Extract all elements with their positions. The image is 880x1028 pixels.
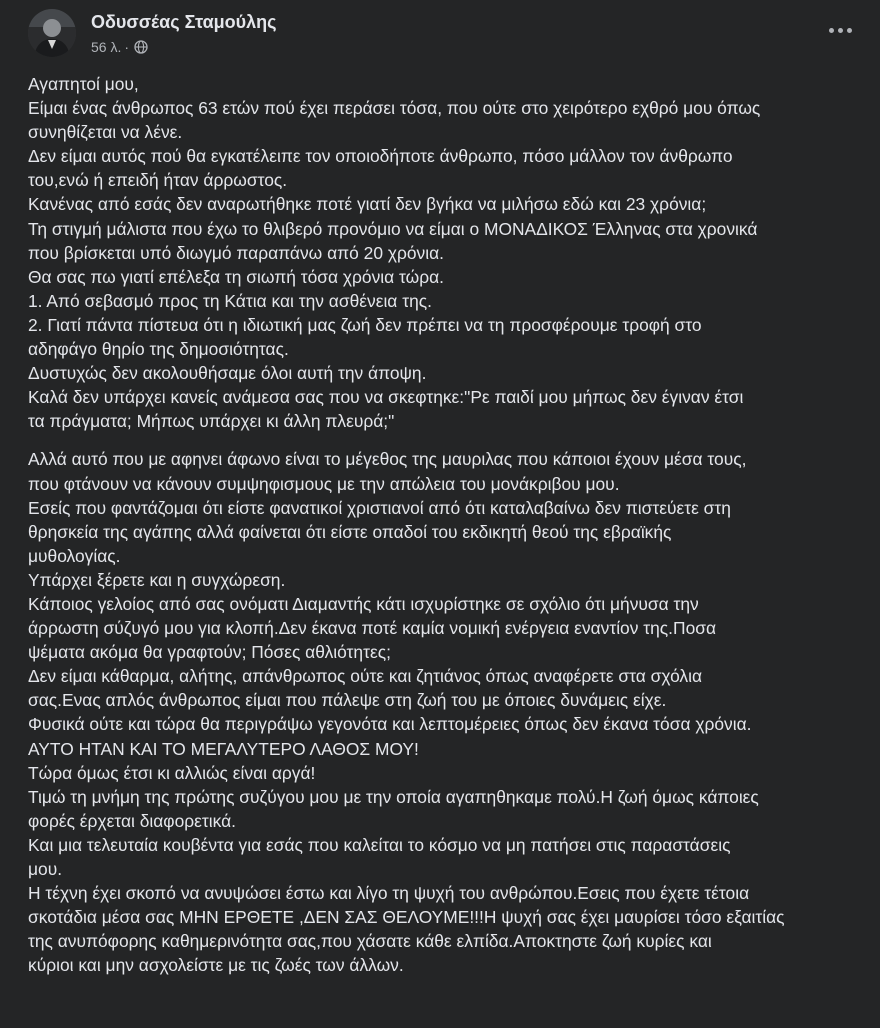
post-text-line: που βρίσκεται υπό διωγμό παραπάνω από 20 χρόνια.	[28, 242, 444, 263]
post-text-line: που φτάνουν να κάνουν συμψηφισμους με την απώλεια του μονάκριβου μου.	[28, 473, 620, 494]
meta-separator: ·	[124, 39, 130, 55]
post-text-part-2	[28, 447, 868, 977]
more-dot	[838, 28, 843, 33]
author-avatar[interactable]	[28, 9, 76, 57]
post-text-line: 2. Γιατί πάντα πίστευα ότι η ιδιωτική μας ζωή δεν πρέπει να τη προσφέρουμε τροφή στο	[28, 314, 702, 335]
post-text-line: Η τέχνη έχει σκοπό να ανυψώσει έστω και λίγο τη ψυχή του ανθρώπου.Εσεις που έχετε τέτοια	[28, 883, 750, 904]
post-header	[28, 6, 868, 66]
post-text-line: άρρωστη σύζυγό μου για κλοπή.Δεν έκανα ποτέ καμία νομική ενέργεια εναντίον της.Ποσα	[28, 618, 717, 639]
post-text-line: Εσείς που φαντάζομαι ότι είστε φανατικοί χριστιανοί από ότι καταλαβαίνω δεν πιστεύετε στη	[28, 497, 731, 518]
post-text-line: αδηφάγο θηρίο της δημοσιότητας.	[28, 339, 289, 360]
post-text-line: Καλά δεν υπάρχει κανείς ανάμεσα σας που να σκεφτηκε:"Ρε παιδί μου μήπως δεν έγιναν έτσι	[28, 387, 744, 408]
post-text-line: σκοτάδια μέσα σας ΜΗΝ ΕΡΘΕΤΕ ,ΔΕΝ ΣΑΣ ΘΕΛΟΥΜΕ!!!Η ψυχή σας έχει μαυρίσει τόσο εξαιτίας	[28, 907, 785, 928]
post-text-line: συνηθίζεται να λένε.	[28, 122, 183, 143]
post-text-line: Κανένας από εσάς δεν αναρωτήθηκε ποτέ γιατί δεν βγήκα να μιλήσω εδώ και 23 χρόνια;	[28, 194, 707, 215]
post-text-line: Φυσικά ούτε και τώρα θα περιγράψω γεγονότα και λεπτομέρειες όπως δεν έκανα τόσα χρόνια.	[28, 714, 752, 735]
post-text-line: Είμαι ένας άνθρωπος 63 ετών πού έχει περάσει τόσα, που ούτε στο χειρότερο εχθρό μου όπως	[28, 98, 761, 119]
post-text-line: 1. Από σεβασμό προς τη Κάτια και την ασθένεια της.	[28, 290, 432, 311]
post-meta	[91, 39, 148, 55]
post-text-part-1	[28, 72, 868, 433]
post-text-line: Δυστυχώς δεν ακολουθήσαμε όλοι αυτή την άποψη.	[28, 363, 427, 384]
post-text-line: του,ενώ ή επειδή ήταν άρρωστος.	[28, 170, 288, 191]
paragraph-gap	[28, 433, 868, 447]
post-text-line: μου.	[28, 859, 63, 879]
more-options-icon[interactable]	[822, 18, 858, 42]
post-text	[28, 72, 868, 977]
post-text-line: Αγαπητοί μου,	[28, 74, 139, 94]
post-text-line: σας.Ενας απλός άνθρωπος είμαι που πάλεψε στη ζωή του με όποιες δυνάμεις είχε.	[28, 690, 667, 711]
globe-icon	[134, 40, 148, 54]
post-text-line: Δεν είμαι αυτός πού θα εγκατέλειπε τον οποιοδήποτε άνθρωπο, πόσο μάλλον τον άνθρωπο	[28, 146, 733, 167]
post-text-line: της ανυπόφορης καθημερινότητα σας,που χάσατε κάθε ελπίδα.Αποκτηστε ζωή κυρίες και	[28, 931, 712, 952]
post-text-line: Τιμώ τη μνήμη της πρώτης συζύγου μου με την οποία αγαπηθηκαμε πολύ.Η ζωή όμως κάποιες	[28, 786, 759, 807]
post-text-line: Θα σας πω γιατί επέλεξα τη σιωπή τόσα χρόνια τώρα.	[28, 266, 444, 287]
post-text-line: Και μια τελευταία κουβέντα για εσάς που καλείται το κόσμο να μη πατήσει στις παραστάσεις	[28, 834, 731, 855]
avatar-image	[28, 9, 76, 57]
post-text-line: ψέματα ακόμα θα γραφτούν; Πόσες αθλιότητες;	[28, 642, 391, 663]
post-text-line: μυθολογίας.	[28, 545, 121, 566]
post-text-line: θρησκεία της αγάπης αλλά φαίνεται ότι είστε οπαδοί του εκδικητή θεού της εβραϊκής	[28, 521, 672, 542]
more-dot	[829, 28, 834, 33]
post-text-line: κύριοι και μην ασχολείστε με τις ζωές των άλλων.	[28, 955, 404, 976]
post-text-line: ΑΥΤΟ ΗΤΑΝ ΚΑΙ ΤΟ ΜΕΓΑΛΥΤΕΡΟ ΛΑΘΟΣ ΜΟΥ!	[28, 738, 419, 759]
more-dot	[847, 28, 852, 33]
post-text-line: Τη στιγμή μάλιστα που έχω το θλιβερό προνόμιο να είμαι ο ΜΟΝΑΔΙΚΟΣ Έλληνας στα χρονικά	[28, 218, 758, 239]
post-text-line: Τώρα όμως έτσι κι αλλιώς είναι αργά!	[28, 762, 316, 783]
post-text-line: φορές έρχεται διαφορετικά.	[28, 810, 236, 831]
post-text-line: Δεν είμαι κάθαρμα, αλήτης, απάνθρωπος ούτε και ζητιάνος όπως αναφέρετε στα σχόλια	[28, 666, 703, 687]
author-name[interactable]: Οδυσσέας Σταμούλης	[91, 12, 277, 32]
post-text-line: Αλλά αυτό που με αφηνει άφωνο είναι το μέγεθος της μαυριλας που κάποιοι έχουν μέσα τους,	[28, 449, 747, 470]
post-time[interactable]: 56 λ.	[91, 39, 122, 55]
post-text-line: Κάποιος γελοίος από σας ονόματι Διαμαντής κάτι ισχυρίστηκε σε σχόλιο ότι μήνυσα την	[28, 593, 699, 614]
post-text-line: τα πράγματα; Μήπως υπάρχει κι άλλη πλευρά;"	[28, 411, 395, 432]
post-text-line: Υπάρχει ξέρετε και η συγχώρεση.	[28, 569, 286, 590]
